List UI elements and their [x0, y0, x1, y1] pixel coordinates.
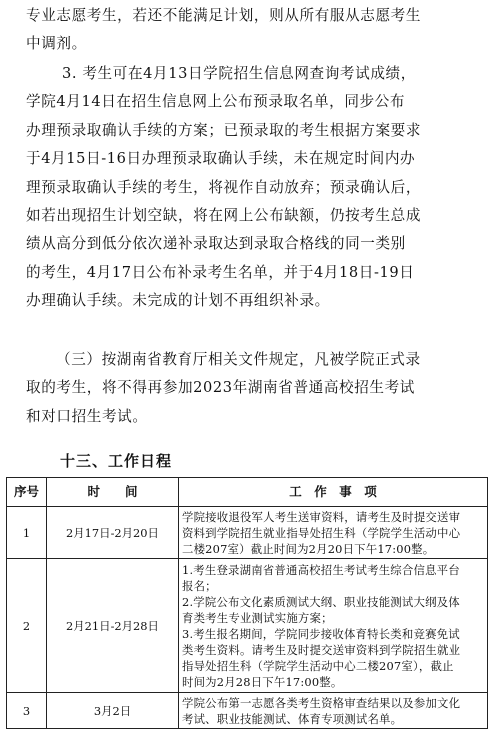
- row-date: 2月21日-2月28日: [47, 559, 179, 693]
- description-line: 类考生资料。请考生及时提交送审资料到学院招生就业: [182, 642, 461, 657]
- text-line: 中调剂。: [26, 35, 87, 53]
- description-line: 学院接收退役军人考生送审资料，请考生及时提交送审: [182, 509, 461, 524]
- text-line: 办理确认手续。未完成的计划不再组织补录。: [26, 292, 330, 310]
- description-line: 2.学院公布文化素质测试大纲、职业技能测试大纲及体: [182, 594, 460, 609]
- table-row: [7, 693, 488, 729]
- text-line: 和对口招生考试。: [26, 407, 148, 425]
- header-date: 时 间: [47, 478, 179, 507]
- table-header-row: [7, 478, 488, 507]
- description-line: 资料到学院招生就业指导处招生科（学院学生活动中心: [182, 525, 461, 540]
- section-heading: 十三、工作日程: [60, 452, 173, 470]
- row-description: [179, 559, 488, 693]
- description-line: 考试、职业技能测试、体育专项测试名单。: [182, 711, 403, 726]
- row-number: 1: [7, 507, 47, 559]
- text-line: 专业志愿考生，若还不能满足计划，则从所有服从志愿考生: [26, 7, 422, 24]
- table-row: [7, 507, 488, 559]
- description-line: 二楼207室）截止时间为2月20日下午17:00整。: [182, 541, 435, 556]
- text-line: 3. 考生可在4月13日学院招生信息网查询考试成绩，: [62, 65, 416, 82]
- header-work: 工 作 事 项: [179, 478, 488, 507]
- paragraph-1: [26, 2, 472, 59]
- table-row: [7, 559, 488, 693]
- description-line: 学院公布第一志愿各类考生资格审查结果以及参加文化: [182, 695, 461, 710]
- row-number: 2: [7, 559, 47, 693]
- description-line: 报名；: [182, 578, 217, 593]
- description-line: 育类考生专业测试实施方案；: [182, 610, 333, 625]
- text-line: 理预录取确认手续的考生，将视作自动放弃；预录确认后，: [26, 178, 422, 196]
- row-description: [179, 693, 488, 729]
- text-line: 的考生，4月17日公布补录考生名单，并于4月18日-19日: [26, 263, 415, 281]
- text-line: 如若出现招生计划空缺，将在网上公布缺额，仍按考生总成: [26, 207, 422, 225]
- description-line: 时间为2月28日下午17:00整。: [182, 674, 343, 689]
- header-no: 序号: [7, 478, 47, 507]
- description-line: 指导处招生科（学院学生活动中心二楼207室），截止: [182, 658, 454, 673]
- row-date: 3月2日: [47, 693, 179, 729]
- row-number: 3: [7, 693, 47, 729]
- text-line: 绩从高分到低分依次递补录取达到录取合格线的同一类别: [26, 235, 406, 253]
- row-date: 2月17日-2月20日: [47, 507, 179, 559]
- text-line: 于4月15日-16日办理预录取确认手续，未在规定时间内办: [26, 150, 416, 168]
- paragraph-3: [26, 346, 472, 431]
- paragraph-2: [26, 60, 472, 316]
- row-description: [179, 507, 488, 559]
- work-schedule-table: [6, 477, 488, 729]
- text-line: （三）按湖南省教育厅相关文件规定，凡被学院正式录: [56, 351, 421, 368]
- text-line: 学院4月14日在招生信息网上公布预录取名单，同步公布: [26, 93, 406, 111]
- description-line: 1.考生登录湖南省普通高校招生考试考生综合信息平台: [182, 562, 460, 577]
- description-line: 3.考生报名期间，学院同步接收体育特长类和竞赛免试: [182, 626, 460, 641]
- text-line: 取的考生，将不得再参加2023年湖南省普通高校招生考试: [26, 379, 415, 397]
- text-line: 办理预录取确认手续的方案；已预录取的考生根据方案要求: [26, 121, 422, 139]
